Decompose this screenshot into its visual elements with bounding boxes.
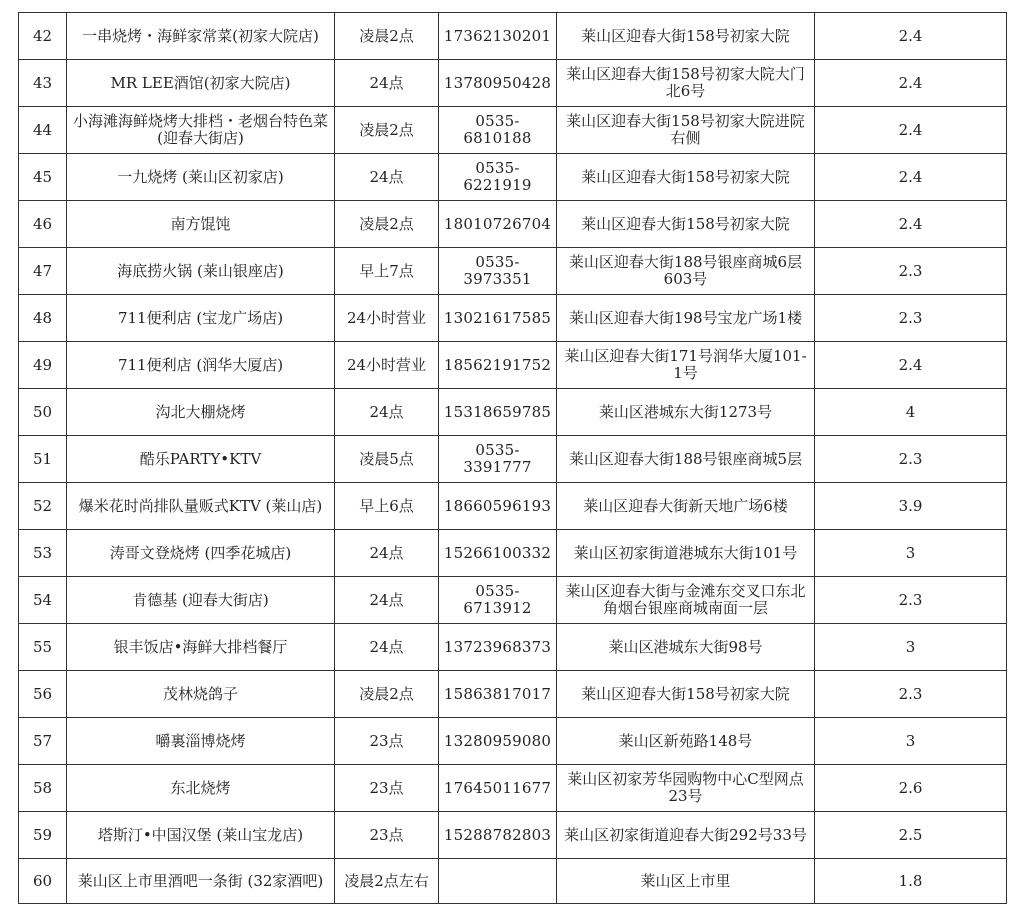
phone-number-cell: 0535-3973351	[439, 248, 557, 295]
venue-name-cell: 海底捞火锅 (莱山银座店)	[67, 248, 335, 295]
address-cell: 莱山区迎春大街158号初家大院	[557, 13, 815, 60]
closing-hours-cell: 凌晨2点	[335, 201, 439, 248]
row-number-cell: 56	[19, 671, 67, 718]
row-number-cell: 44	[19, 107, 67, 154]
distance-cell: 2.3	[815, 436, 1007, 483]
closing-hours-cell: 凌晨2点左右	[335, 859, 439, 904]
venue-name-cell: 银丰饭店•海鲜大排档餐厅	[67, 624, 335, 671]
row-number-cell: 43	[19, 60, 67, 107]
phone-number-cell: 18010726704	[439, 201, 557, 248]
phone-number-cell: 13021617585	[439, 295, 557, 342]
distance-cell: 2.3	[815, 295, 1007, 342]
address-cell: 莱山区迎春大街158号初家大院进院右侧	[557, 107, 815, 154]
table-row	[19, 859, 1007, 904]
address-cell: 莱山区迎春大街新天地广场6楼	[557, 483, 815, 530]
address-cell: 莱山区初家街道港城东大街101号	[557, 530, 815, 577]
closing-hours-cell: 24小时营业	[335, 342, 439, 389]
row-number-cell: 51	[19, 436, 67, 483]
row-number-cell: 49	[19, 342, 67, 389]
closing-hours-cell: 24点	[335, 60, 439, 107]
phone-number-cell: 17645011677	[439, 765, 557, 812]
phone-number-cell: 0535-6810188	[439, 107, 557, 154]
distance-cell: 3	[815, 718, 1007, 765]
closing-hours-cell: 凌晨2点	[335, 13, 439, 60]
distance-cell: 2.4	[815, 60, 1007, 107]
venue-name-cell: 爆米花时尚排队量贩式KTV (莱山店)	[67, 483, 335, 530]
row-number-cell: 59	[19, 812, 67, 859]
row-number-cell: 46	[19, 201, 67, 248]
address-cell: 莱山区迎春大街158号初家大院大门北6号	[557, 60, 815, 107]
closing-hours-cell: 24点	[335, 154, 439, 201]
closing-hours-cell: 24点	[335, 389, 439, 436]
table-row	[19, 295, 1007, 342]
venue-name-cell: 711便利店 (润华大厦店)	[67, 342, 335, 389]
table-row	[19, 60, 1007, 107]
phone-number-cell: 18562191752	[439, 342, 557, 389]
closing-hours-cell: 凌晨2点	[335, 107, 439, 154]
phone-number-cell	[439, 859, 557, 904]
distance-cell: 2.4	[815, 13, 1007, 60]
venue-name-cell: 塔斯汀•中国汉堡 (莱山宝龙店)	[67, 812, 335, 859]
row-number-cell: 48	[19, 295, 67, 342]
venue-name-cell: MR LEE酒馆(初家大院店)	[67, 60, 335, 107]
distance-cell: 2.4	[815, 342, 1007, 389]
distance-cell: 2.4	[815, 201, 1007, 248]
address-cell: 莱山区迎春大街158号初家大院	[557, 671, 815, 718]
closing-hours-cell: 早上7点	[335, 248, 439, 295]
table-row	[19, 718, 1007, 765]
venue-name-cell: 涛哥文登烧烤 (四季花城店)	[67, 530, 335, 577]
venue-name-cell: 小海滩海鲜烧烤大排档・老烟台特色菜(迎春大街店)	[67, 107, 335, 154]
distance-cell: 3	[815, 624, 1007, 671]
address-cell: 莱山区迎春大街198号宝龙广场1楼	[557, 295, 815, 342]
venue-name-cell: 东北烧烤	[67, 765, 335, 812]
phone-number-cell: 13723968373	[439, 624, 557, 671]
table-row	[19, 765, 1007, 812]
address-cell: 莱山区新苑路148号	[557, 718, 815, 765]
venue-name-cell: 酷乐PARTY•KTV	[67, 436, 335, 483]
table-row	[19, 342, 1007, 389]
closing-hours-cell: 24点	[335, 624, 439, 671]
address-cell: 莱山区初家街道迎春大街292号33号	[557, 812, 815, 859]
row-number-cell: 55	[19, 624, 67, 671]
row-number-cell: 45	[19, 154, 67, 201]
venue-name-cell: 南方馄饨	[67, 201, 335, 248]
address-cell: 莱山区迎春大街188号银座商城6层603号	[557, 248, 815, 295]
closing-hours-cell: 24点	[335, 530, 439, 577]
closing-hours-cell: 早上6点	[335, 483, 439, 530]
distance-cell: 2.6	[815, 765, 1007, 812]
closing-hours-cell: 23点	[335, 718, 439, 765]
distance-cell: 3.9	[815, 483, 1007, 530]
distance-cell: 2.4	[815, 154, 1007, 201]
phone-number-cell: 15288782803	[439, 812, 557, 859]
distance-cell: 1.8	[815, 859, 1007, 904]
row-number-cell: 58	[19, 765, 67, 812]
distance-cell: 2.3	[815, 577, 1007, 624]
distance-cell: 2.4	[815, 107, 1007, 154]
closing-hours-cell: 凌晨5点	[335, 436, 439, 483]
address-cell: 莱山区上市里	[557, 859, 815, 904]
row-number-cell: 47	[19, 248, 67, 295]
closing-hours-cell: 24点	[335, 577, 439, 624]
phone-number-cell: 17362130201	[439, 13, 557, 60]
venue-name-cell: 711便利店 (宝龙广场店)	[67, 295, 335, 342]
phone-number-cell: 0535-6713912	[439, 577, 557, 624]
phone-number-cell: 0535-6221919	[439, 154, 557, 201]
venue-name-cell: 肯德基 (迎春大街店)	[67, 577, 335, 624]
address-cell: 莱山区迎春大街171号润华大厦101-1号	[557, 342, 815, 389]
phone-number-cell: 18660596193	[439, 483, 557, 530]
distance-cell: 3	[815, 530, 1007, 577]
table-row	[19, 107, 1007, 154]
row-number-cell: 50	[19, 389, 67, 436]
closing-hours-cell: 23点	[335, 765, 439, 812]
phone-number-cell: 15863817017	[439, 671, 557, 718]
row-number-cell: 57	[19, 718, 67, 765]
row-number-cell: 60	[19, 859, 67, 904]
distance-cell: 2.3	[815, 671, 1007, 718]
venue-table-body	[19, 13, 1007, 904]
closing-hours-cell: 凌晨2点	[335, 671, 439, 718]
table-row	[19, 436, 1007, 483]
table-row	[19, 154, 1007, 201]
venue-name-cell: 莱山区上市里酒吧一条街 (32家酒吧)	[67, 859, 335, 904]
phone-number-cell: 15318659785	[439, 389, 557, 436]
venue-table	[18, 12, 1007, 904]
phone-number-cell: 15266100332	[439, 530, 557, 577]
table-row	[19, 577, 1007, 624]
closing-hours-cell: 24小时营业	[335, 295, 439, 342]
phone-number-cell: 0535-3391777	[439, 436, 557, 483]
venue-name-cell: 嚼裏淄博烧烤	[67, 718, 335, 765]
table-row	[19, 248, 1007, 295]
venue-name-cell: 一串烧烤・海鲜家常菜(初家大院店)	[67, 13, 335, 60]
address-cell: 莱山区迎春大街158号初家大院	[557, 154, 815, 201]
table-row	[19, 483, 1007, 530]
row-number-cell: 42	[19, 13, 67, 60]
address-cell: 莱山区初家芳华园购物中心C型网点23号	[557, 765, 815, 812]
table-row	[19, 530, 1007, 577]
table-row	[19, 13, 1007, 60]
row-number-cell: 54	[19, 577, 67, 624]
address-cell: 莱山区港城东大街98号	[557, 624, 815, 671]
table-row	[19, 201, 1007, 248]
venue-name-cell: 茂林烧鸽子	[67, 671, 335, 718]
table-row	[19, 812, 1007, 859]
row-number-cell: 52	[19, 483, 67, 530]
table-row	[19, 624, 1007, 671]
venue-name-cell: 一九烧烤 (莱山区初家店)	[67, 154, 335, 201]
phone-number-cell: 13780950428	[439, 60, 557, 107]
address-cell: 莱山区港城东大街1273号	[557, 389, 815, 436]
phone-number-cell: 13280959080	[439, 718, 557, 765]
table-row	[19, 389, 1007, 436]
venue-name-cell: 沟北大棚烧烤	[67, 389, 335, 436]
address-cell: 莱山区迎春大街188号银座商城5层	[557, 436, 815, 483]
closing-hours-cell: 23点	[335, 812, 439, 859]
distance-cell: 4	[815, 389, 1007, 436]
table-row	[19, 671, 1007, 718]
distance-cell: 2.3	[815, 248, 1007, 295]
address-cell: 莱山区迎春大街与金滩东交叉口东北角烟台银座商城南面一层	[557, 577, 815, 624]
address-cell: 莱山区迎春大街158号初家大院	[557, 201, 815, 248]
row-number-cell: 53	[19, 530, 67, 577]
distance-cell: 2.5	[815, 812, 1007, 859]
